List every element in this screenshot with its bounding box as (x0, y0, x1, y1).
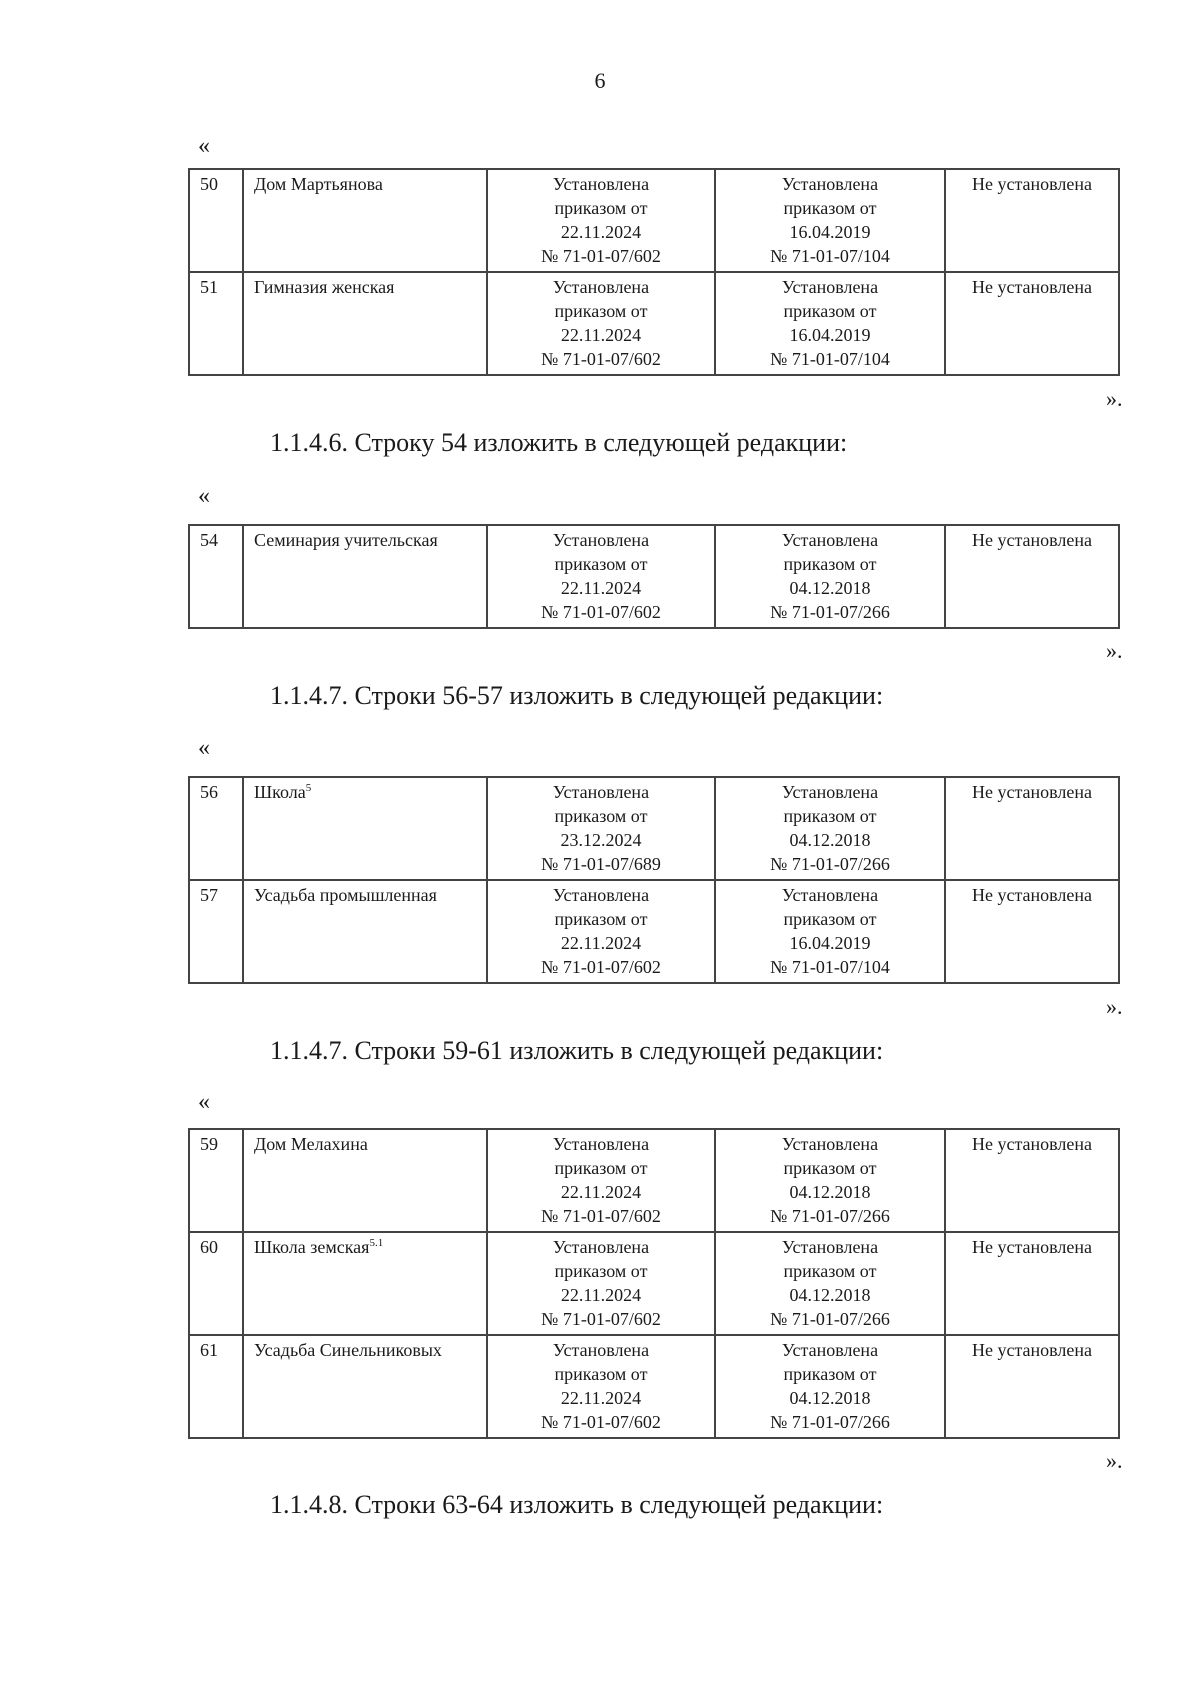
cell-line: 04.12.2018 (789, 578, 871, 598)
territory-cell (715, 880, 945, 983)
cell-line: 16.04.2019 (789, 933, 871, 953)
status-cell: Не установлена (945, 272, 1119, 375)
protection-zone-cell (487, 1335, 715, 1438)
cell-line: № 71-01-07/266 (770, 1206, 890, 1226)
row-number: 60 (189, 1232, 243, 1335)
object-name (243, 1335, 487, 1438)
cell-line: приказом от (554, 554, 648, 574)
cell-line: приказом от (783, 1158, 877, 1178)
cell-line: Установлена (552, 530, 650, 550)
row-number: 51 (189, 272, 243, 375)
cell-line: 22.11.2024 (560, 1285, 642, 1305)
protection-zone-cell (487, 525, 715, 628)
cell-line: Установлена (552, 885, 650, 905)
close-quote: ». (1106, 994, 1123, 1019)
territory-cell (715, 272, 945, 375)
footnote-ref: 5.1 (369, 1237, 384, 1249)
object-name (243, 777, 487, 880)
object-name-text: Школа (254, 782, 306, 802)
open-quote: « (198, 483, 210, 509)
table-row (189, 1232, 1119, 1335)
object-name (243, 1232, 487, 1335)
cell-line: приказом от (783, 554, 877, 574)
cell-line: приказом от (554, 909, 648, 929)
table-row (189, 272, 1119, 375)
cell-line: приказом от (554, 1158, 648, 1178)
cell-line: приказом от (554, 198, 648, 218)
open-quote: « (198, 1089, 210, 1115)
status-cell: Не установлена (945, 169, 1119, 272)
cell-line: Установлена (781, 530, 879, 550)
page-number: 6 (594, 68, 606, 93)
cell-line: приказом от (554, 1364, 648, 1384)
cell-line: Установлена (552, 1237, 650, 1257)
object-name-text: Усадьба промышленная (254, 885, 437, 905)
object-name-text: Дом Мелахина (254, 1134, 368, 1154)
row-number: 61 (189, 1335, 243, 1438)
cell-line: 22.11.2024 (560, 933, 642, 953)
cell-line: № 71-01-07/602 (541, 1412, 661, 1432)
cell-line: Установлена (552, 277, 650, 297)
row-number: 57 (189, 880, 243, 983)
section-heading: 1.1.4.7. Строки 56-57 изложить в следующей редакции: (270, 681, 884, 710)
table-3 (188, 776, 1120, 984)
cell-line: 23.12.2024 (560, 830, 642, 850)
status-cell: Не установлена (945, 1232, 1119, 1335)
cell-line: № 71-01-07/602 (541, 349, 661, 369)
row-number: 59 (189, 1129, 243, 1232)
cell-line: № 71-01-07/104 (770, 957, 890, 977)
cell-line: № 71-01-07/602 (541, 1206, 661, 1226)
protection-zone-cell (487, 272, 715, 375)
section-heading: 1.1.4.6. Строку 54 изложить в следующей редакции: (270, 428, 848, 457)
cell-line: № 71-01-07/266 (770, 1412, 890, 1432)
territory-cell (715, 169, 945, 272)
footnote-ref: 5 (305, 782, 312, 794)
section-heading: 1.1.4.8. Строки 63-64 изложить в следующей редакции: (270, 1490, 884, 1519)
object-name-text: Усадьба Синельниковых (254, 1340, 442, 1360)
protection-zone-cell (487, 1232, 715, 1335)
cell-line: 22.11.2024 (560, 1182, 642, 1202)
object-name-text: Школа земская (254, 1237, 370, 1257)
table-row (189, 525, 1119, 628)
object-name-text: Дом Мартьянова (254, 174, 383, 194)
protection-zone-cell (487, 169, 715, 272)
table-1 (188, 168, 1120, 376)
cell-line: приказом от (783, 198, 877, 218)
object-name-text: Семинария учительская (254, 530, 438, 550)
cell-line: № 71-01-07/104 (770, 246, 890, 266)
status-cell: Не установлена (945, 777, 1119, 880)
cell-line: приказом от (554, 1261, 648, 1281)
object-name (243, 880, 487, 983)
cell-line: № 71-01-07/689 (541, 854, 661, 874)
protection-zone-cell (487, 1129, 715, 1232)
cell-line: приказом от (554, 806, 648, 826)
status-cell: Не установлена (945, 1335, 1119, 1438)
protection-zone-cell (487, 777, 715, 880)
cell-line: № 71-01-07/266 (770, 602, 890, 622)
section-heading: 1.1.4.7. Строки 59-61 изложить в следующей редакции: (270, 1036, 884, 1065)
cell-line: 04.12.2018 (789, 1182, 871, 1202)
object-name (243, 1129, 487, 1232)
cell-line: Установлена (781, 1340, 879, 1360)
row-number: 50 (189, 169, 243, 272)
cell-line: Установлена (552, 1340, 650, 1360)
cell-line: Установлена (781, 277, 879, 297)
table-2 (188, 524, 1120, 629)
cell-line: приказом от (783, 1261, 877, 1281)
cell-line: 16.04.2019 (789, 222, 871, 242)
cell-line: Установлена (552, 1134, 650, 1154)
territory-cell (715, 1232, 945, 1335)
object-name (243, 272, 487, 375)
close-quote: ». (1106, 386, 1123, 411)
status-cell: Не установлена (945, 525, 1119, 628)
cell-line: № 71-01-07/266 (770, 1309, 890, 1329)
status-cell: Не установлена (945, 1129, 1119, 1232)
protection-zone-cell (487, 880, 715, 983)
table-row (189, 777, 1119, 880)
cell-line: Установлена (552, 782, 650, 802)
row-number: 56 (189, 777, 243, 880)
territory-cell (715, 777, 945, 880)
status-cell: Не установлена (945, 880, 1119, 983)
cell-line: № 71-01-07/602 (541, 1309, 661, 1329)
cell-line: приказом от (783, 806, 877, 826)
cell-line: 22.11.2024 (560, 578, 642, 598)
cell-line: № 71-01-07/602 (541, 602, 661, 622)
cell-line: 22.11.2024 (560, 325, 642, 345)
cell-line: Установлена (781, 174, 879, 194)
row-number: 54 (189, 525, 243, 628)
cell-line: № 71-01-07/104 (770, 349, 890, 369)
territory-cell (715, 525, 945, 628)
table-row (189, 1335, 1119, 1438)
close-quote: ». (1106, 1448, 1123, 1473)
cell-line: Установлена (552, 174, 650, 194)
cell-line: Установлена (781, 782, 879, 802)
table-4 (188, 1128, 1120, 1439)
territory-cell (715, 1335, 945, 1438)
cell-line: № 71-01-07/602 (541, 957, 661, 977)
cell-line: 04.12.2018 (789, 1285, 871, 1305)
cell-line: № 71-01-07/602 (541, 246, 661, 266)
open-quote: « (198, 133, 210, 159)
cell-line: 04.12.2018 (789, 1388, 871, 1408)
object-name-text: Гимназия женская (254, 277, 395, 297)
cell-line: Установлена (781, 1237, 879, 1257)
cell-line: приказом от (554, 301, 648, 321)
territory-cell (715, 1129, 945, 1232)
table-row (189, 1129, 1119, 1232)
cell-line: приказом от (783, 909, 877, 929)
open-quote: « (198, 735, 210, 761)
object-name (243, 525, 487, 628)
table-row (189, 169, 1119, 272)
cell-line: Установлена (781, 885, 879, 905)
table-row (189, 880, 1119, 983)
close-quote: ». (1106, 638, 1123, 663)
cell-line: 22.11.2024 (560, 222, 642, 242)
cell-line: 16.04.2019 (789, 325, 871, 345)
cell-line: № 71-01-07/266 (770, 854, 890, 874)
cell-line: 04.12.2018 (789, 830, 871, 850)
cell-line: приказом от (783, 1364, 877, 1384)
cell-line: приказом от (783, 301, 877, 321)
object-name (243, 169, 487, 272)
cell-line: Установлена (781, 1134, 879, 1154)
cell-line: 22.11.2024 (560, 1388, 642, 1408)
